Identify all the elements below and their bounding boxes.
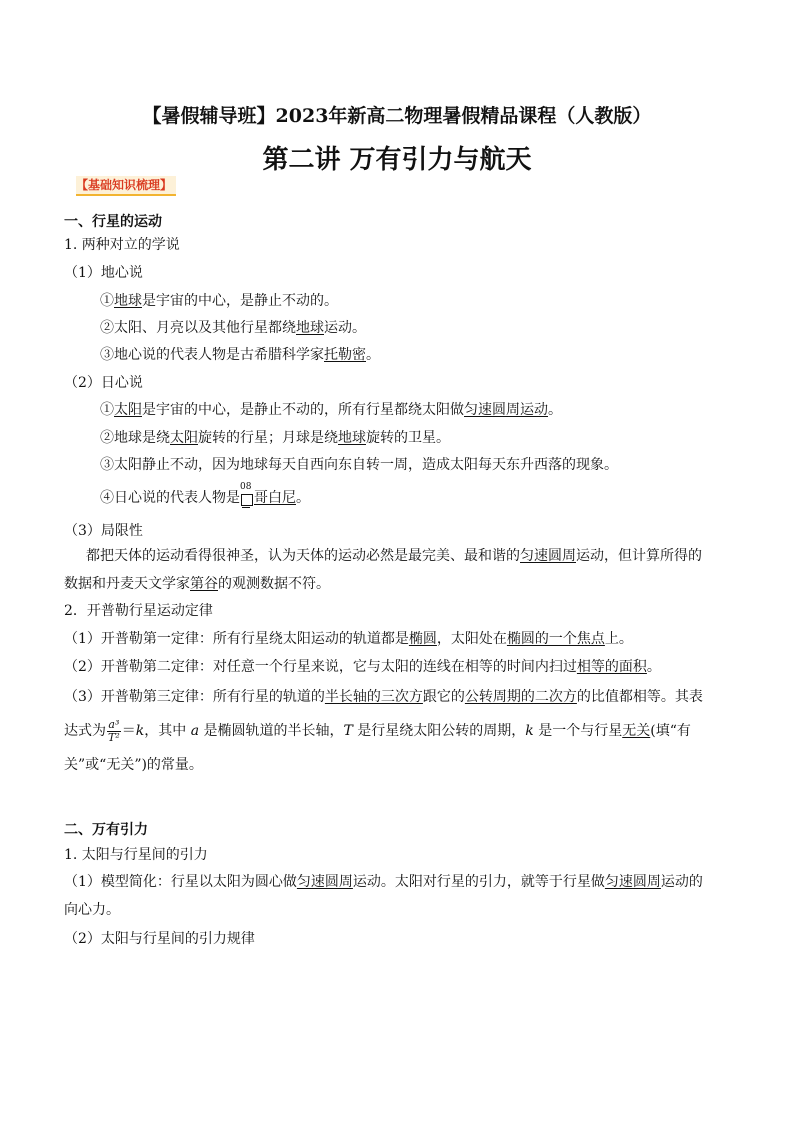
subsection-kepler-laws: 2．开普勒行星运动定律 xyxy=(64,603,213,619)
geocentric-label: （1）地心说 xyxy=(64,265,143,281)
subsection-two-theories: 1. 两种对立的学说 xyxy=(64,237,180,253)
heliocentric-point-1: ①太阳是宇宙的中心，是静止不动的，所有行星都绕太阳做匀速圆周运动。 xyxy=(100,402,562,418)
heliocentric-point-2: ②地球是绕太阳旋转的行星；月球是绕地球旋转的卫星。 xyxy=(100,430,450,446)
section-tag: 【基础知识梳理】 xyxy=(76,176,176,196)
subsection-sun-planet-gravity: 1. 太阳与行星间的引力 xyxy=(64,847,208,863)
handwritten-mark: 08 xyxy=(240,488,254,508)
section-heading-gravitation: 二、万有引力 xyxy=(64,822,148,838)
kepler-second-law: （2）开普勒第二定律：对任意一个行星来说，它与太阳的连线在相等的时间内扫过相等的面积。 xyxy=(64,659,661,675)
heliocentric-label: （2）日心说 xyxy=(64,375,143,391)
kepler-third-law: （3）开普勒第三定律：所有行星的轨道的半长轴的三次方跟它的公转周期的二次方的比值都相等。其表达式为 $\frac{\text{a³}}{\text{T²}}$ ＝k，其中 a 是椭圆轨道的半长轴，T 是行星绕太阳公转的周期，k 是一个与行星无关(填“有关”或“无关”)的常量。 xyxy=(64,689,703,773)
heliocentric-point-4: ④日心说的代表人物是 08 哥白尼。 xyxy=(100,482,310,506)
heliocentric-point-3: ③太阳静止不动，因为地球每天自西向东自转一周，造成太阳每天东升西落的现象。 xyxy=(100,457,618,473)
geocentric-point-1: ①地球是宇宙的中心，是静止不动的。 xyxy=(100,293,338,309)
gravity-law-label: （2）太阳与行星间的引力规律 xyxy=(64,931,255,947)
course-title: 【暑假辅导班】2023年新高二物理暑假精品课程（人教版） xyxy=(142,105,652,127)
lecture-title: 第二讲 万有引力与航天 xyxy=(262,145,532,175)
kepler-formula-fraction: $\frac{\text{a³}}{\text{T²}}$ xyxy=(108,717,120,744)
limitation-label: （3）局限性 xyxy=(64,523,143,539)
section-heading-planet-motion: 一、行星的运动 xyxy=(64,214,162,230)
limitation-paragraph: 都把天体的运动看得很神圣，认为天体的运动必然是最完美、最和谐的匀速圆周运动，但计算所得的数据和丹麦天文学家第谷的观测数据不符。 xyxy=(64,548,702,592)
kepler-first-law: （1）开普勒第一定律：所有行星绕太阳运动的轨道都是椭圆，太阳处在椭圆的一个焦点上。 xyxy=(64,631,633,647)
geocentric-point-2: ②太阳、月亮以及其他行星都绕地球运动。 xyxy=(100,320,366,336)
model-simplification: （1）模型简化：行星以太阳为圆心做匀速圆周运动。太阳对行星的引力，就等于行星做匀速圆周运动的向心力。 xyxy=(64,874,703,918)
geocentric-point-3: ③地心说的代表人物是古希腊科学家托勒密。 xyxy=(100,347,380,363)
